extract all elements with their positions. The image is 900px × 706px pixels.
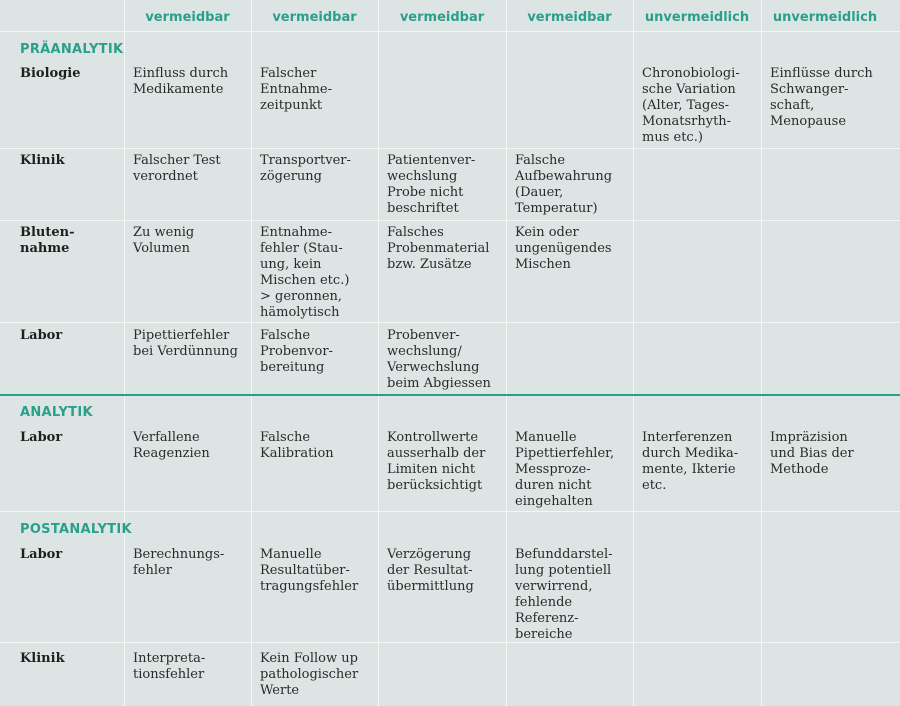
row-divider [0, 642, 900, 643]
table-cell: Einfluss durch Medikamente [133, 66, 229, 97]
row-divider [0, 322, 900, 323]
row-divider [0, 148, 900, 149]
row-label: Labor [20, 430, 63, 445]
column-header: unvermeidlich [644, 10, 750, 25]
table-cell: Falscher Entnahme- zeitpunkt [260, 66, 332, 113]
table-cell: Verzögerung der Resultat- übermittlung [387, 547, 474, 594]
row-label: Labor [20, 328, 63, 343]
table-cell: Manuelle Pipettierfehler, Messproze- duren nicht eingehalten [515, 430, 615, 509]
row-divider [0, 220, 900, 221]
table-cell: Falscher Test verordnet [133, 153, 221, 184]
column-header: vermeidbar [399, 10, 485, 25]
table-cell: Interpreta- tionsfehler [133, 651, 206, 682]
column-header: vermeidbar [527, 10, 612, 25]
column-divider [633, 0, 634, 706]
section-divider [0, 394, 900, 396]
row-divider [0, 511, 900, 512]
section-title-analytik: ANALYTIK [20, 405, 93, 420]
row-label: Klinik [20, 153, 65, 168]
table-cell: Falsches Probenmaterial bzw. Zusätze [387, 225, 490, 272]
table-cell: Falsche Probenvor- bereitung [260, 328, 333, 375]
table-cell: Kontrollwerte ausserhalb der Limiten nicht berücksichtigt [387, 430, 486, 493]
row-label: Biologie [20, 66, 81, 81]
table-cell: Befunddarstel- lung potentiell verwirrend, fehlende Referenz- bereiche [515, 547, 613, 642]
table-cell: Manuelle Resultatüber- tragungsfehler [260, 547, 359, 594]
column-divider [506, 0, 507, 706]
table-cell: Verfallene Reagenzien [133, 430, 210, 461]
section-title-praeanalytik: PRÄANALYTIK [20, 42, 124, 57]
table-cell: Falsche Aufbewahrung (Dauer, Temperatur) [515, 153, 613, 216]
table-cell: Probenver- wechslung/ Verwechslung beim Abgiessen [387, 328, 491, 391]
section-title-postanalytik: POSTANALYTIK [20, 522, 132, 537]
column-divider [124, 0, 125, 706]
row-label: Klinik [20, 651, 65, 666]
column-divider [251, 0, 252, 706]
table-cell: Entnahme- fehler (Stau- ung, kein Mischen etc.) > geronnen, hämolytisch [260, 225, 350, 320]
column-header: vermeidbar [145, 10, 230, 25]
table-cell: Impräzision und Bias der Methode [770, 430, 854, 477]
table-cell: Interferenzen durch Medika- mente, Ikterie etc. [642, 430, 739, 493]
row-label: Bluten- nahme [20, 225, 75, 256]
table-cell: Chronobiologi- sche Variation (Alter, Tages- Monatsrhyth- mus etc.) [642, 66, 740, 145]
table-cell: Berechnungs- fehler [133, 547, 225, 578]
table-cell: Einflüsse durch Schwanger- schaft, Menopause [770, 66, 873, 129]
table-cell: Kein Follow up pathologischer Werte [260, 651, 359, 698]
table-cell: Transportver- zögerung [260, 153, 351, 184]
column-divider [378, 0, 379, 706]
table-cell: Zu wenig Volumen [133, 225, 195, 256]
table-cell: Falsche Kalibration [260, 430, 334, 461]
column-divider [761, 0, 762, 706]
table-cell: Kein oder ungenügendes Mischen [515, 225, 612, 272]
table-cell: Patientenver- wechslung Probe nicht beschriftet [387, 153, 476, 216]
column-header: vermeidbar [272, 10, 357, 25]
row-divider [0, 31, 900, 32]
table-cell: Pipettierfehler bei Verdünnung [133, 328, 238, 359]
row-label: Labor [20, 547, 63, 562]
column-header: unvermeidlich [772, 10, 878, 25]
